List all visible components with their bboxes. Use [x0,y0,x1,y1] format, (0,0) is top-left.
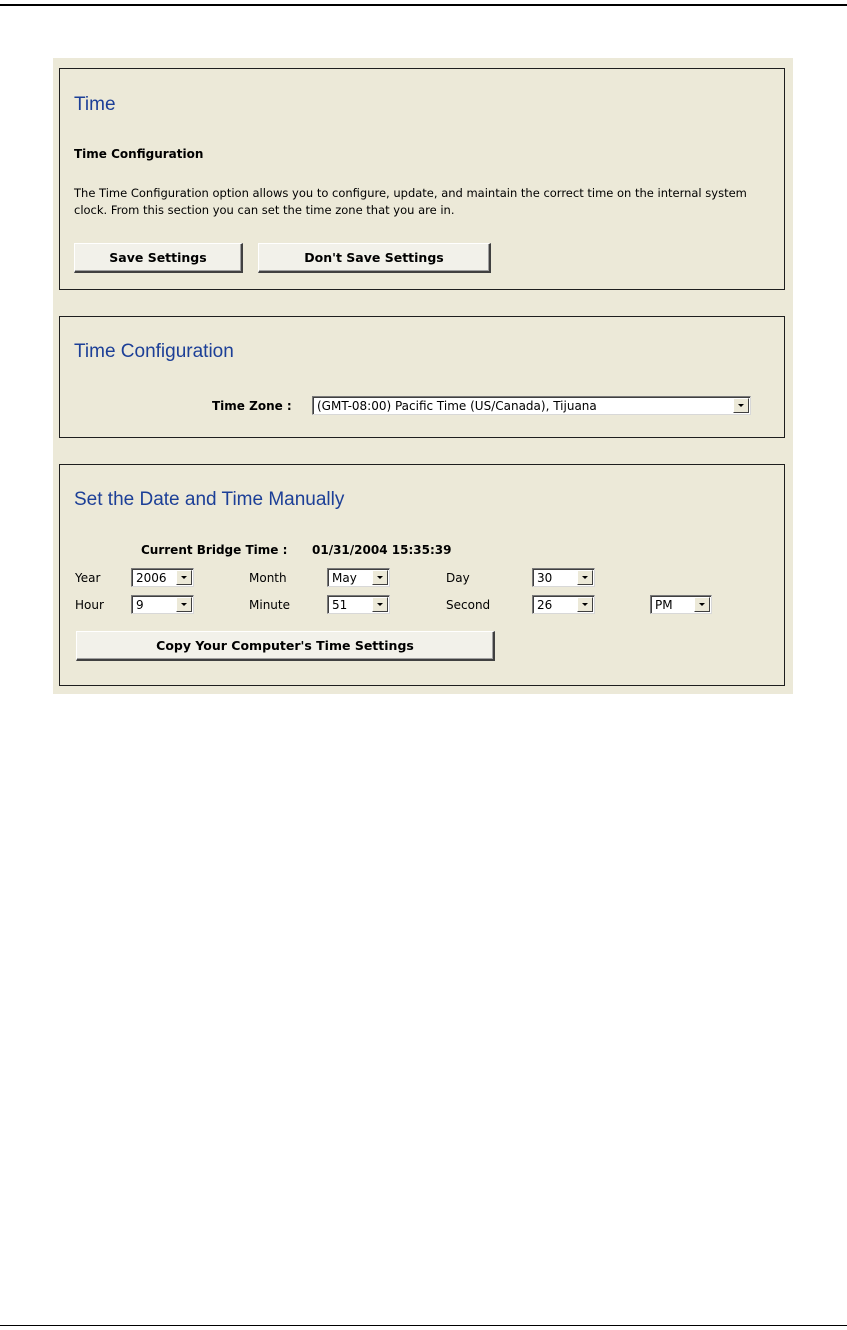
day-select[interactable] [532,568,595,587]
day-label: Day [446,571,470,585]
time-configuration-panel [59,316,785,438]
timezone-value: (GMT-08:00) Pacific Time (US/Canada), Tijuana [317,399,597,413]
minute-value: 51 [332,598,348,612]
chevron-down-icon[interactable] [372,570,388,585]
description-text: The Time Configuration option allows you to configure, update, and maintain the correct time on the internal system clock. From this section you can set the time zone that you are in. [74,186,747,217]
chevron-down-icon[interactable] [733,398,749,413]
top-rule [0,4,847,6]
copy-computer-time-button[interactable]: Copy Your Computer's Time Settings [76,631,495,661]
second-label: Second [446,598,491,612]
chevron-down-icon[interactable] [577,570,593,585]
minute-select[interactable] [327,595,390,614]
month-select[interactable] [327,568,390,587]
year-select[interactable] [131,568,194,587]
screenshot-area [53,58,793,694]
time-panel [59,68,785,290]
manual-date-time-panel [59,464,785,686]
section-subheading: Time Configuration [74,147,204,161]
hour-select[interactable] [131,595,194,614]
page-title: Time [74,94,116,115]
save-settings-button[interactable]: Save Settings [74,243,243,273]
chevron-down-icon[interactable] [176,597,192,612]
year-value: 2006 [136,571,167,585]
timezone-select[interactable] [312,396,751,415]
year-label: Year [75,571,101,585]
month-label: Month [249,571,287,585]
minute-label: Minute [249,598,290,612]
ampm-select[interactable] [650,595,712,614]
chevron-down-icon[interactable] [372,597,388,612]
ampm-value: PM [655,598,673,612]
section-title: Set the Date and Time Manually [74,489,345,510]
section-title: Time Configuration [74,341,234,362]
timezone-label: Time Zone : [212,399,292,413]
month-value: May [332,571,357,585]
current-time-value: 01/31/2004 15:35:39 [312,543,452,557]
chevron-down-icon[interactable] [694,597,710,612]
current-time-label: Current Bridge Time : [141,543,288,557]
second-select[interactable] [532,595,595,614]
dont-save-settings-button[interactable]: Don't Save Settings [258,243,491,273]
bottom-rule [0,1325,847,1326]
chevron-down-icon[interactable] [176,570,192,585]
hour-value: 9 [136,598,144,612]
second-value: 26 [537,598,553,612]
day-value: 30 [537,571,553,585]
chevron-down-icon[interactable] [577,597,593,612]
hour-label: Hour [75,598,104,612]
